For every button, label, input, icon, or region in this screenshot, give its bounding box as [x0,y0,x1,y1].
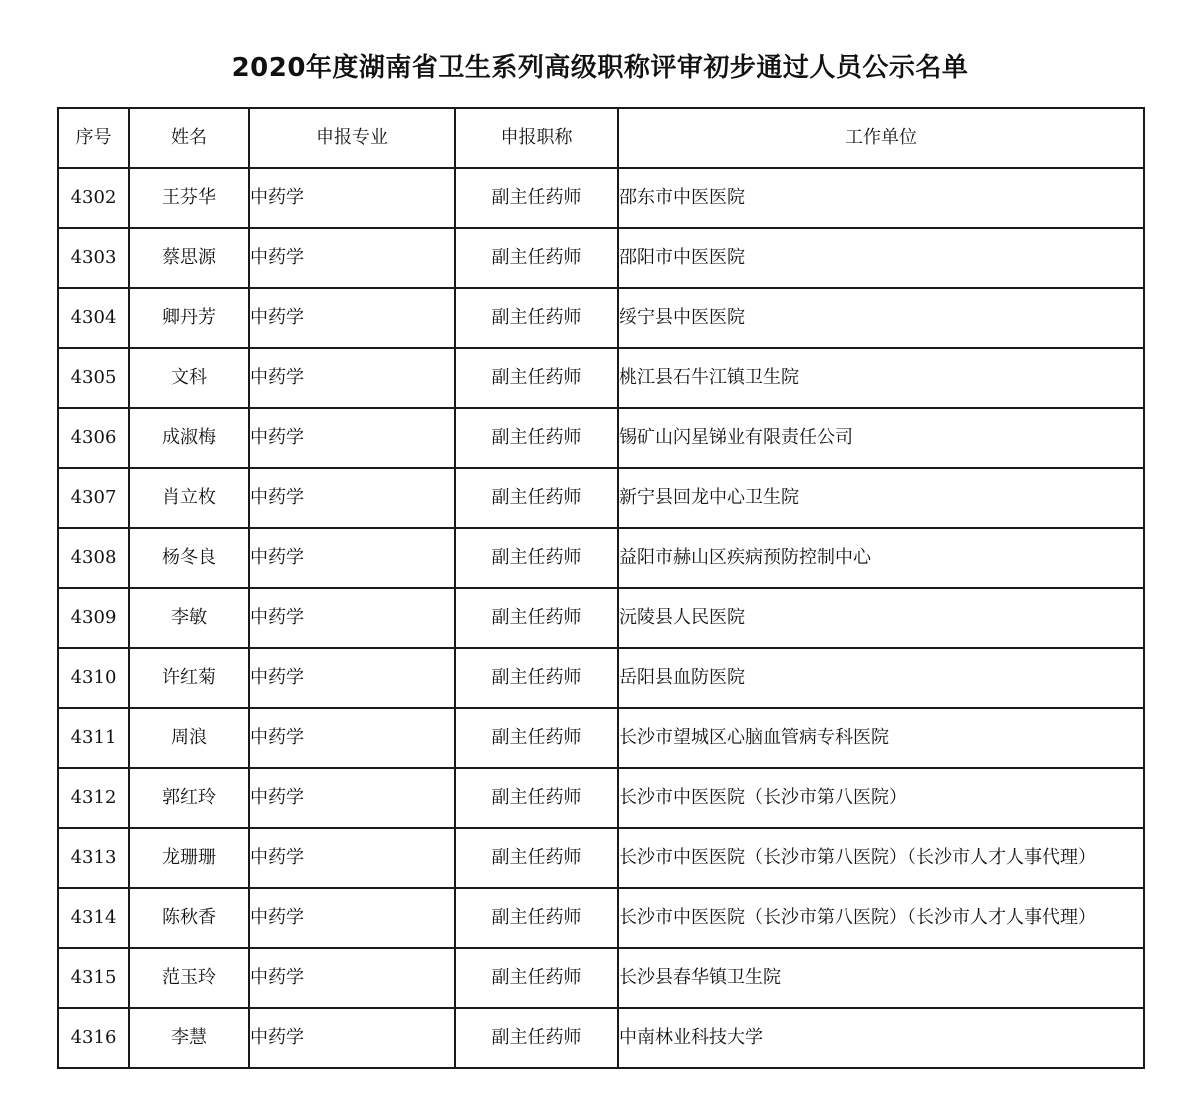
header-name: 姓名 [129,108,249,168]
cell-title: 副主任药师 [455,348,618,408]
header-serial-number: 序号 [58,108,129,168]
page-title: 2020年度湖南省卫生系列高级职称评审初步通过人员公示名单 [231,53,969,83]
cell-major: 中药学 [249,528,455,588]
table-row [58,528,1144,588]
cell-name: 范玉玲 [129,948,249,1008]
cell-work-unit: 新宁县回龙中心卫生院 [618,468,1144,528]
cell-work-unit: 长沙市中医医院（长沙市第八医院）（长沙市人才人事代理） [618,828,1144,888]
table-row [58,288,1144,348]
cell-major: 中药学 [249,168,455,228]
cell-serial-number: 4316 [58,1008,129,1068]
cell-major: 中药学 [249,408,455,468]
table-row [58,648,1144,708]
cell-major: 中药学 [249,228,455,288]
cell-work-unit: 长沙县春华镇卫生院 [618,948,1144,1008]
cell-serial-number: 4314 [58,888,129,948]
cell-name: 李敏 [129,588,249,648]
cell-title: 副主任药师 [455,648,618,708]
cell-work-unit: 绥宁县中医医院 [618,288,1144,348]
cell-work-unit: 岳阳县血防医院 [618,648,1144,708]
cell-work-unit: 锡矿山闪星锑业有限责任公司 [618,408,1144,468]
cell-name: 王芬华 [129,168,249,228]
cell-name: 周浪 [129,708,249,768]
table-row [58,828,1144,888]
cell-title: 副主任药师 [455,948,618,1008]
cell-name: 郭红玲 [129,768,249,828]
table-row [58,768,1144,828]
cell-serial-number: 4305 [58,348,129,408]
cell-title: 副主任药师 [455,408,618,468]
cell-name: 李慧 [129,1008,249,1068]
cell-serial-number: 4307 [58,468,129,528]
cell-work-unit: 益阳市赫山区疾病预防控制中心 [618,528,1144,588]
header-major: 申报专业 [249,108,455,168]
cell-title: 副主任药师 [455,528,618,588]
cell-name: 卿丹芳 [129,288,249,348]
cell-serial-number: 4312 [58,768,129,828]
cell-serial-number: 4303 [58,228,129,288]
cell-major: 中药学 [249,708,455,768]
cell-major: 中药学 [249,948,455,1008]
cell-major: 中药学 [249,828,455,888]
table-row [58,348,1144,408]
cell-title: 副主任药师 [455,768,618,828]
cell-name: 蔡思源 [129,228,249,288]
table-row [58,228,1144,288]
cell-major: 中药学 [249,468,455,528]
cell-major: 中药学 [249,288,455,348]
cell-major: 中药学 [249,1008,455,1068]
cell-work-unit: 桃江县石牛江镇卫生院 [618,348,1144,408]
cell-major: 中药学 [249,348,455,408]
cell-serial-number: 4309 [58,588,129,648]
cell-name: 文科 [129,348,249,408]
cell-work-unit: 邵东市中医医院 [618,168,1144,228]
cell-name: 许红菊 [129,648,249,708]
cell-major: 中药学 [249,648,455,708]
cell-name: 龙珊珊 [129,828,249,888]
roster-table [57,107,1145,1069]
cell-major: 中药学 [249,768,455,828]
header-title: 申报职称 [455,108,618,168]
cell-serial-number: 4306 [58,408,129,468]
cell-name: 成淑梅 [129,408,249,468]
cell-title: 副主任药师 [455,288,618,348]
cell-serial-number: 4315 [58,948,129,1008]
cell-work-unit: 沅陵县人民医院 [618,588,1144,648]
cell-major: 中药学 [249,888,455,948]
table-row [58,168,1144,228]
cell-serial-number: 4310 [58,648,129,708]
table-row [58,708,1144,768]
cell-title: 副主任药师 [455,168,618,228]
cell-work-unit: 邵阳市中医医院 [618,228,1144,288]
table-row [58,948,1144,1008]
table-row [58,888,1144,948]
cell-work-unit: 中南林业科技大学 [618,1008,1144,1068]
cell-serial-number: 4308 [58,528,129,588]
cell-serial-number: 4313 [58,828,129,888]
table-row [58,588,1144,648]
cell-title: 副主任药师 [455,1008,618,1068]
cell-title: 副主任药师 [455,588,618,648]
table-row [58,408,1144,468]
cell-name: 陈秋香 [129,888,249,948]
table-row [58,468,1144,528]
cell-title: 副主任药师 [455,828,618,888]
cell-major: 中药学 [249,588,455,648]
table-header-row [58,108,1144,168]
cell-title: 副主任药师 [455,708,618,768]
cell-name: 杨冬良 [129,528,249,588]
cell-title: 副主任药师 [455,468,618,528]
cell-work-unit: 长沙市中医医院（长沙市第八医院）（长沙市人才人事代理） [618,888,1144,948]
cell-serial-number: 4311 [58,708,129,768]
cell-work-unit: 长沙市中医医院（长沙市第八医院） [618,768,1144,828]
cell-work-unit: 长沙市望城区心脑血管病专科医院 [618,708,1144,768]
cell-serial-number: 4304 [58,288,129,348]
cell-name: 肖立枚 [129,468,249,528]
header-work-unit: 工作单位 [618,108,1144,168]
table-row [58,1008,1144,1068]
cell-title: 副主任药师 [455,888,618,948]
cell-title: 副主任药师 [455,228,618,288]
cell-serial-number: 4302 [58,168,129,228]
